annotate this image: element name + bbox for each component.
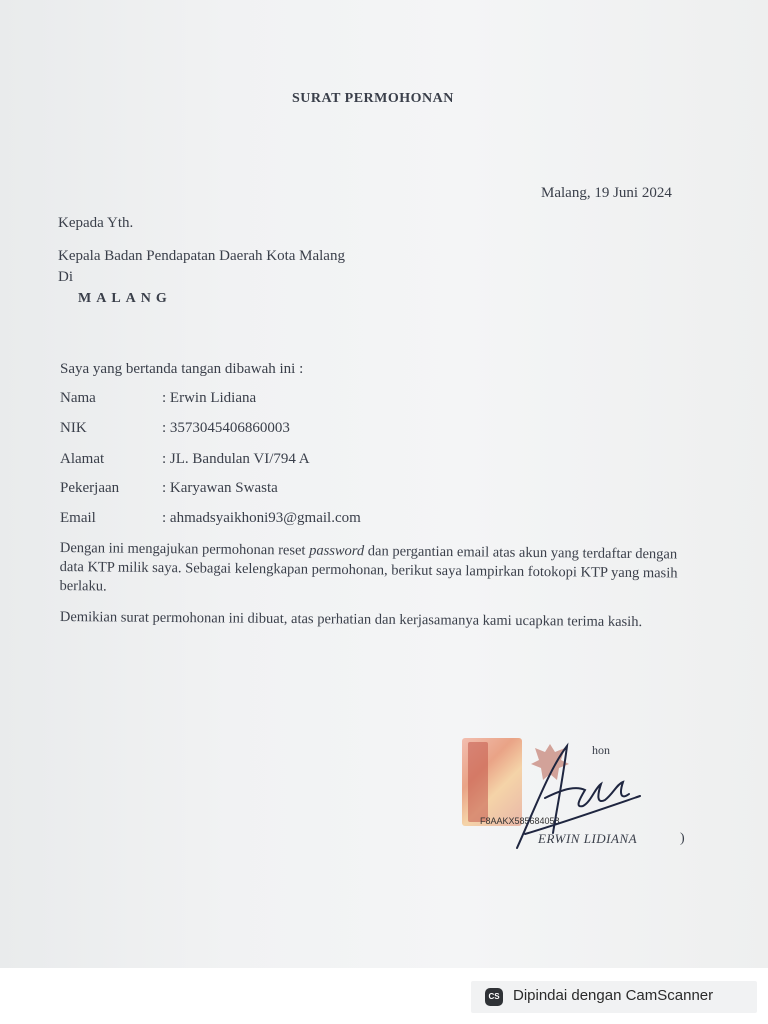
field-label-email: Email bbox=[60, 510, 96, 526]
recipient: Kepala Badan Pendapatan Daerah Kota Malang bbox=[58, 248, 345, 264]
signature-caption-partial: hon bbox=[592, 743, 610, 757]
closing-text: Demikian surat permohonan ini dibuat, atas perhatian dan kerjasamanya kami ucapkan terima kasih. bbox=[59, 608, 643, 631]
field-value-alamat: : JL. Bandulan VI/794 A bbox=[162, 451, 310, 467]
stamp-serial: F8AAKX585684058 bbox=[480, 816, 560, 826]
field-label-pekerjaan: Pekerjaan bbox=[60, 480, 120, 496]
camscanner-logo-icon: CS bbox=[485, 988, 503, 1006]
request-text-start: Dengan ini mengajukan permohonan reset bbox=[59, 539, 310, 559]
recipient-city: MALANG bbox=[78, 291, 172, 306]
request-text-end: dan pergantian email atas akun yang terdaftar dengan data KTP milik saya. Sebagai kelengkapan permohonan, berikut saya lampirkan fotokopi KTP yang masih berlaku. bbox=[59, 543, 678, 595]
camscanner-watermark bbox=[471, 981, 757, 1013]
intro-line: Saya yang bertanda tangan dibawah ini : bbox=[60, 361, 304, 377]
field-value-pekerjaan: : Karyawan Swasta bbox=[162, 480, 278, 496]
camscanner-text: Dipindai dengan CamScanner bbox=[513, 987, 714, 1004]
letter-title: SURAT PERMOHONAN bbox=[292, 91, 454, 106]
field-label-nama: Nama bbox=[60, 390, 96, 406]
request-paragraph bbox=[59, 539, 700, 603]
signer-name: ERWIN LIDIANA bbox=[538, 831, 638, 846]
signer-closing-paren: ) bbox=[680, 831, 685, 846]
closing-paragraph bbox=[60, 608, 700, 633]
field-label-nik: NIK bbox=[60, 420, 87, 436]
recipient-di: Di bbox=[58, 269, 73, 285]
duty-stamp-mark bbox=[468, 742, 488, 822]
request-text-italic: password bbox=[309, 542, 365, 560]
salutation: Kepada Yth. bbox=[58, 215, 134, 231]
field-value-email: : ahmadsyaikhoni93@gmail.com bbox=[162, 510, 361, 526]
field-value-nama: : Erwin Lidiana bbox=[162, 390, 257, 406]
field-value-nik: : 3573045406860003 bbox=[162, 420, 290, 436]
place-date: Malang, 19 Juni 2024 bbox=[541, 185, 672, 201]
field-label-alamat: Alamat bbox=[60, 451, 105, 467]
